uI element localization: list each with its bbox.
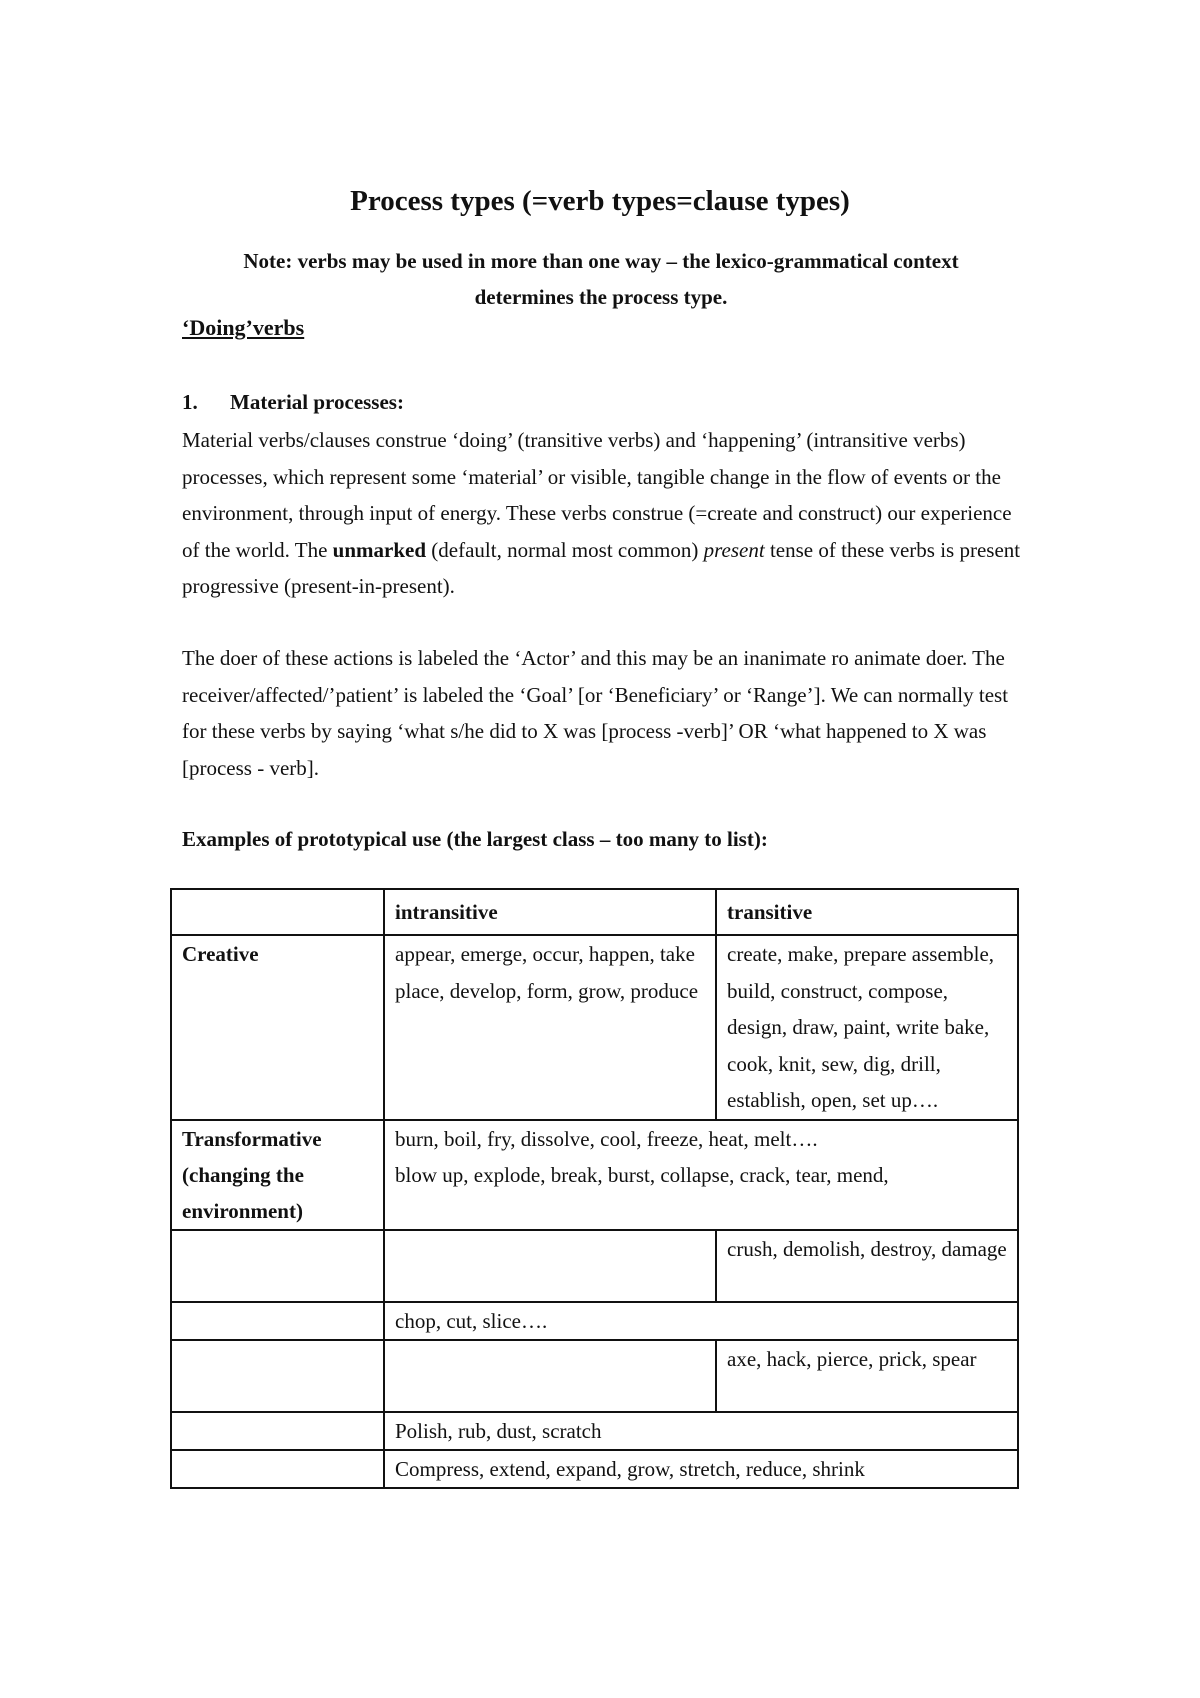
table-row-pierce bbox=[171, 1340, 1018, 1412]
transformative-verbs-cell bbox=[384, 1120, 1018, 1230]
paragraph-1-bold-unmarked: unmarked bbox=[332, 537, 427, 562]
empty-label-cell bbox=[171, 1340, 384, 1412]
paragraph-1-part-2: (default, normal most common) bbox=[426, 537, 704, 562]
paragraph-1-part-1: Material verbs/clauses construe ‘doing’ (transitive verbs) and ‘happening’ (intransitive verbs) processes, which represent some ‘material’ or visible, tangible change in the flow of events or the environment, through input of energy. These verbs construe (=create and construct) our experience of the world. The bbox=[182, 428, 1012, 562]
empty-label-cell bbox=[171, 1412, 384, 1450]
empty-label-cell bbox=[171, 1302, 384, 1340]
transformative-line-1: burn, boil, fry, dissolve, cool, freeze, heat, melt…. bbox=[395, 1126, 818, 1151]
header-empty-cell bbox=[171, 889, 384, 935]
list-heading-text: Material processes: bbox=[230, 390, 404, 414]
table-row-polish bbox=[171, 1412, 1018, 1450]
creative-intransitive-cell: appear, emerge, occur, happen, take place, develop, form, grow, produce bbox=[384, 935, 716, 1120]
page-title: Process types (=verb types=clause types) bbox=[350, 185, 850, 217]
table-row-creative bbox=[171, 935, 1018, 1120]
header-intransitive: intransitive bbox=[384, 889, 716, 935]
paragraph-actor-goal: The doer of these actions is labeled the ‘Actor’ and this may be an inanimate ro animate doer. The receiver/affected/’patient’ is labeled the ‘Goal’ [or ‘Beneficiary’ or ‘Range’]. We can normally test for these verbs by saying ‘what s/he did to X was [process -verb]’ OR ‘what happened to X was [process - verb]. bbox=[182, 646, 1009, 780]
pierce-transitive-cell: axe, hack, pierce, prick, spear bbox=[716, 1340, 1018, 1412]
paragraph-1-part-3: tense of these verbs is present progressive (present-in-present). bbox=[182, 537, 1021, 598]
table-row-compress bbox=[171, 1450, 1018, 1488]
compress-verbs-cell: Compress, extend, expand, grow, stretch, reduce, shrink bbox=[384, 1450, 1018, 1488]
row-label-transformative: Transformative (changing the environment) bbox=[171, 1120, 384, 1230]
destroy-transitive-cell: crush, demolish, destroy, damage bbox=[716, 1230, 1018, 1302]
row-label-creative: Creative bbox=[171, 935, 384, 1120]
polish-verbs-cell: Polish, rub, dust, scratch bbox=[384, 1412, 1018, 1450]
empty-intransitive-cell bbox=[384, 1340, 716, 1412]
section-heading-doing-verbs: ‘Doing’verbs bbox=[182, 315, 305, 340]
paragraph-1-italic-present: present bbox=[703, 537, 765, 562]
examples-heading: Examples of prototypical use (the largest class – too many to list): bbox=[182, 827, 768, 851]
empty-label-cell bbox=[171, 1450, 384, 1488]
empty-intransitive-cell bbox=[384, 1230, 716, 1302]
note-text bbox=[182, 243, 1020, 315]
cut-verbs-cell: chop, cut, slice…. bbox=[384, 1302, 1018, 1340]
creative-transitive-cell: create, make, prepare assemble, build, construct, compose, design, draw, paint, write bake, cook, knit, sew, dig, drill, establish, open, set up…. bbox=[716, 935, 1018, 1120]
table-header-row bbox=[171, 889, 1018, 935]
empty-label-cell bbox=[171, 1230, 384, 1302]
paragraph-material-verbs bbox=[182, 422, 1032, 605]
table-row-destroy bbox=[171, 1230, 1018, 1302]
list-heading-material-processes bbox=[182, 390, 404, 415]
note-line-1: Note: verbs may be used in more than one way – the lexico-grammatical context bbox=[243, 249, 959, 273]
note-line-2: determines the process type. bbox=[474, 285, 728, 309]
list-number: 1. bbox=[182, 390, 198, 414]
transformative-line-2: blow up, explode, break, burst, collapse, crack, tear, mend, bbox=[395, 1163, 889, 1187]
table-row-transformative bbox=[171, 1120, 1018, 1230]
table-row-cut bbox=[171, 1302, 1018, 1340]
verb-examples-table bbox=[170, 888, 1019, 1489]
header-transitive: transitive bbox=[716, 889, 1018, 935]
